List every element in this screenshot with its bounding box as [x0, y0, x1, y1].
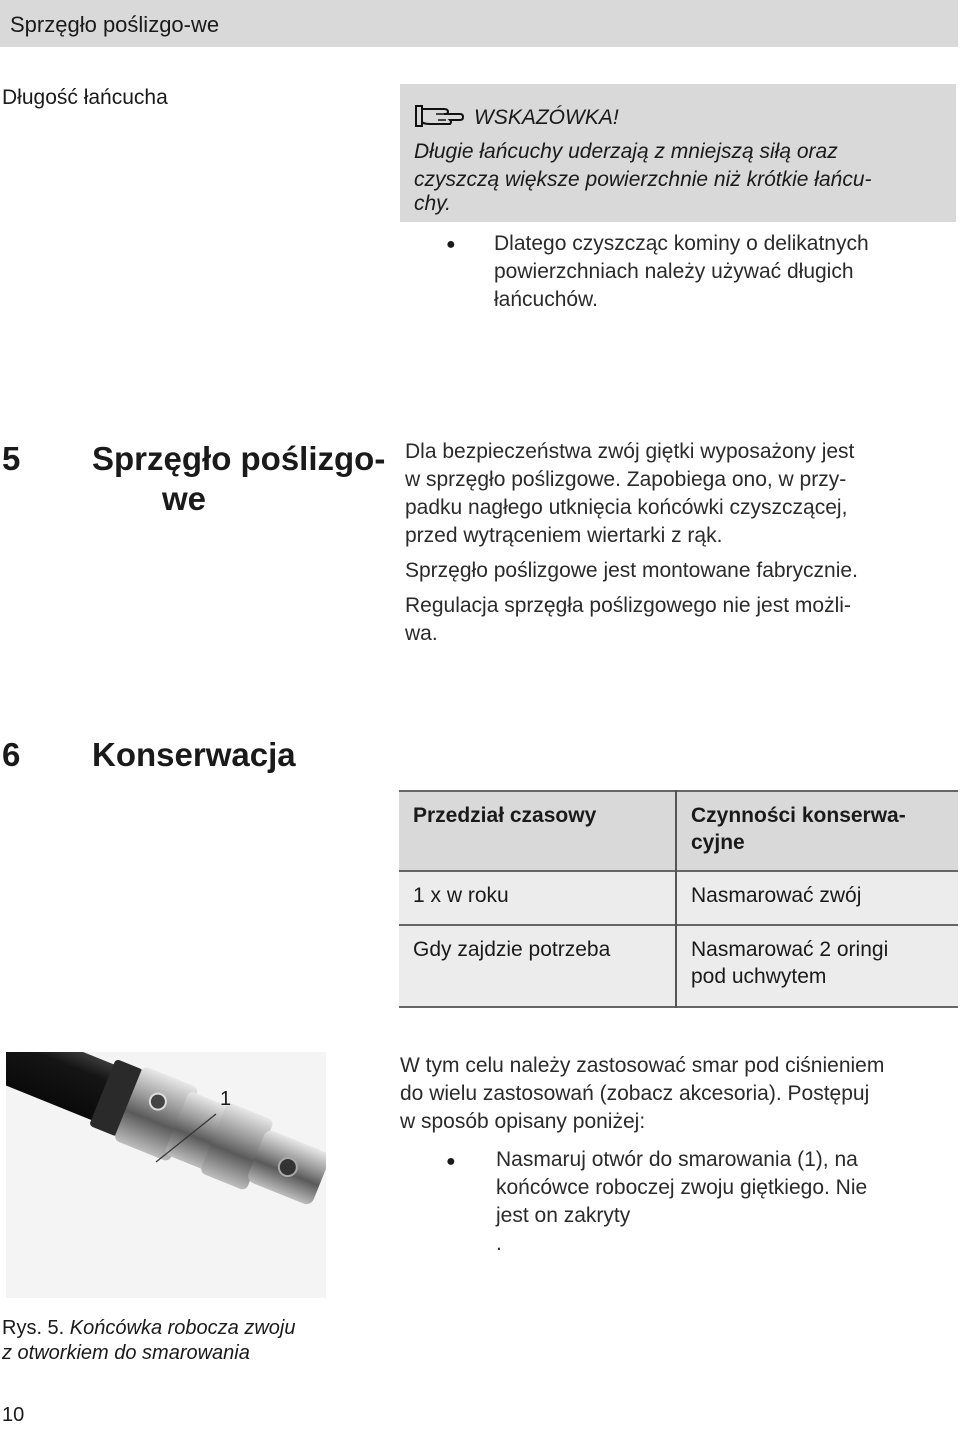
table-row	[399, 871, 958, 925]
grease-bullet-text	[496, 1146, 867, 1258]
note-line: czyszczą większe powierzchnie niż krótkie łańcu-	[414, 168, 872, 191]
table-cell: Gdy zajdzie potrzeba	[399, 925, 676, 1007]
section5-title: Sprzęgło poślizgo-	[92, 440, 386, 477]
table-header-cell: Czynności konserwa- cyjne	[676, 791, 958, 871]
paragraph-line: W tym celu należy zastosować smar pod ciśnieniem	[400, 1054, 885, 1077]
figure-caption	[2, 1316, 295, 1366]
grease-intro	[400, 1052, 884, 1136]
section6-number: 6	[2, 736, 21, 773]
pointing-hand-icon	[414, 100, 464, 138]
paragraph-line: w sprzęgło poślizgowe. Zapobiega ono, w przy-	[405, 468, 847, 491]
header-title: Sprzęgło poślizgo-we	[10, 12, 220, 37]
note-line: Długie łańcuchy uderzają z mniejszą siłą oraz	[414, 140, 838, 163]
chain-bullet-text	[494, 230, 869, 314]
caption-lead: Rys. 5.	[2, 1317, 65, 1339]
working-end-photo	[6, 1052, 326, 1298]
table-header-row	[399, 791, 958, 871]
bullet-line: powierzchniach należy używać długich	[494, 260, 854, 283]
paragraph-line: Sprzęgło poślizgowe jest montowane fabrycznie.	[405, 559, 858, 582]
chain-length-label: Długość łańcucha	[2, 86, 168, 109]
bullet-line: łańcuchów.	[494, 288, 598, 311]
paragraph-line: Dla bezpieczeństwa zwój giętki wyposażony jest	[405, 440, 855, 463]
maintenance-table	[399, 790, 958, 1008]
paragraph-line: padku nagłego utknięcia końcówki czyszczącej,	[405, 496, 848, 519]
paragraph-line: Regulacja sprzęgła poślizgowego nie jest możli-	[405, 594, 851, 617]
caption-line: z otworkiem do smarowania	[2, 1342, 250, 1364]
table-cell: Nasmarować 2 oringi pod uchwytem	[676, 925, 958, 1007]
bullet-line: Dlatego czyszcząc kominy o delikatnych	[494, 232, 869, 255]
paragraph-line: do wielu zastosowań (zobacz akcesoria). Postępuj	[400, 1082, 870, 1105]
section6-title: Konserwacja	[92, 736, 296, 773]
table-cell: 1 x w roku	[399, 871, 676, 925]
note-title: WSKAZÓWKA!	[474, 106, 619, 129]
section5-paragraph	[405, 438, 858, 648]
table-cell: Nasmarować zwój	[676, 871, 958, 925]
note-line: chy.	[414, 192, 451, 215]
table-row	[399, 925, 958, 1007]
bullet-dot: ●	[446, 236, 456, 253]
bullet-line: końcówce roboczej zwoju giętkiego. Nie	[496, 1176, 868, 1199]
photo-callout-number: 1	[220, 1088, 232, 1110]
paragraph-line: w sposób opisany poniżej:	[400, 1110, 646, 1133]
section5-title-cont: we	[162, 480, 207, 517]
bullet-dot: ●	[446, 1153, 456, 1170]
note-text	[414, 100, 944, 218]
bullet-line: jest on zakryty	[496, 1204, 631, 1227]
page-number: 10	[2, 1404, 25, 1426]
section5-number: 5	[2, 440, 21, 477]
bullet-line: .	[496, 1232, 502, 1255]
paragraph-line: przed wytrąceniem wiertarki z rąk.	[405, 524, 723, 547]
caption-text: Końcówka robocza zwoju	[64, 1317, 296, 1339]
paragraph-line: wa.	[405, 622, 438, 645]
bullet-line: Nasmaruj otwór do smarowania (1), na	[496, 1148, 858, 1171]
table-header-cell: Przedział czasowy	[399, 791, 676, 871]
